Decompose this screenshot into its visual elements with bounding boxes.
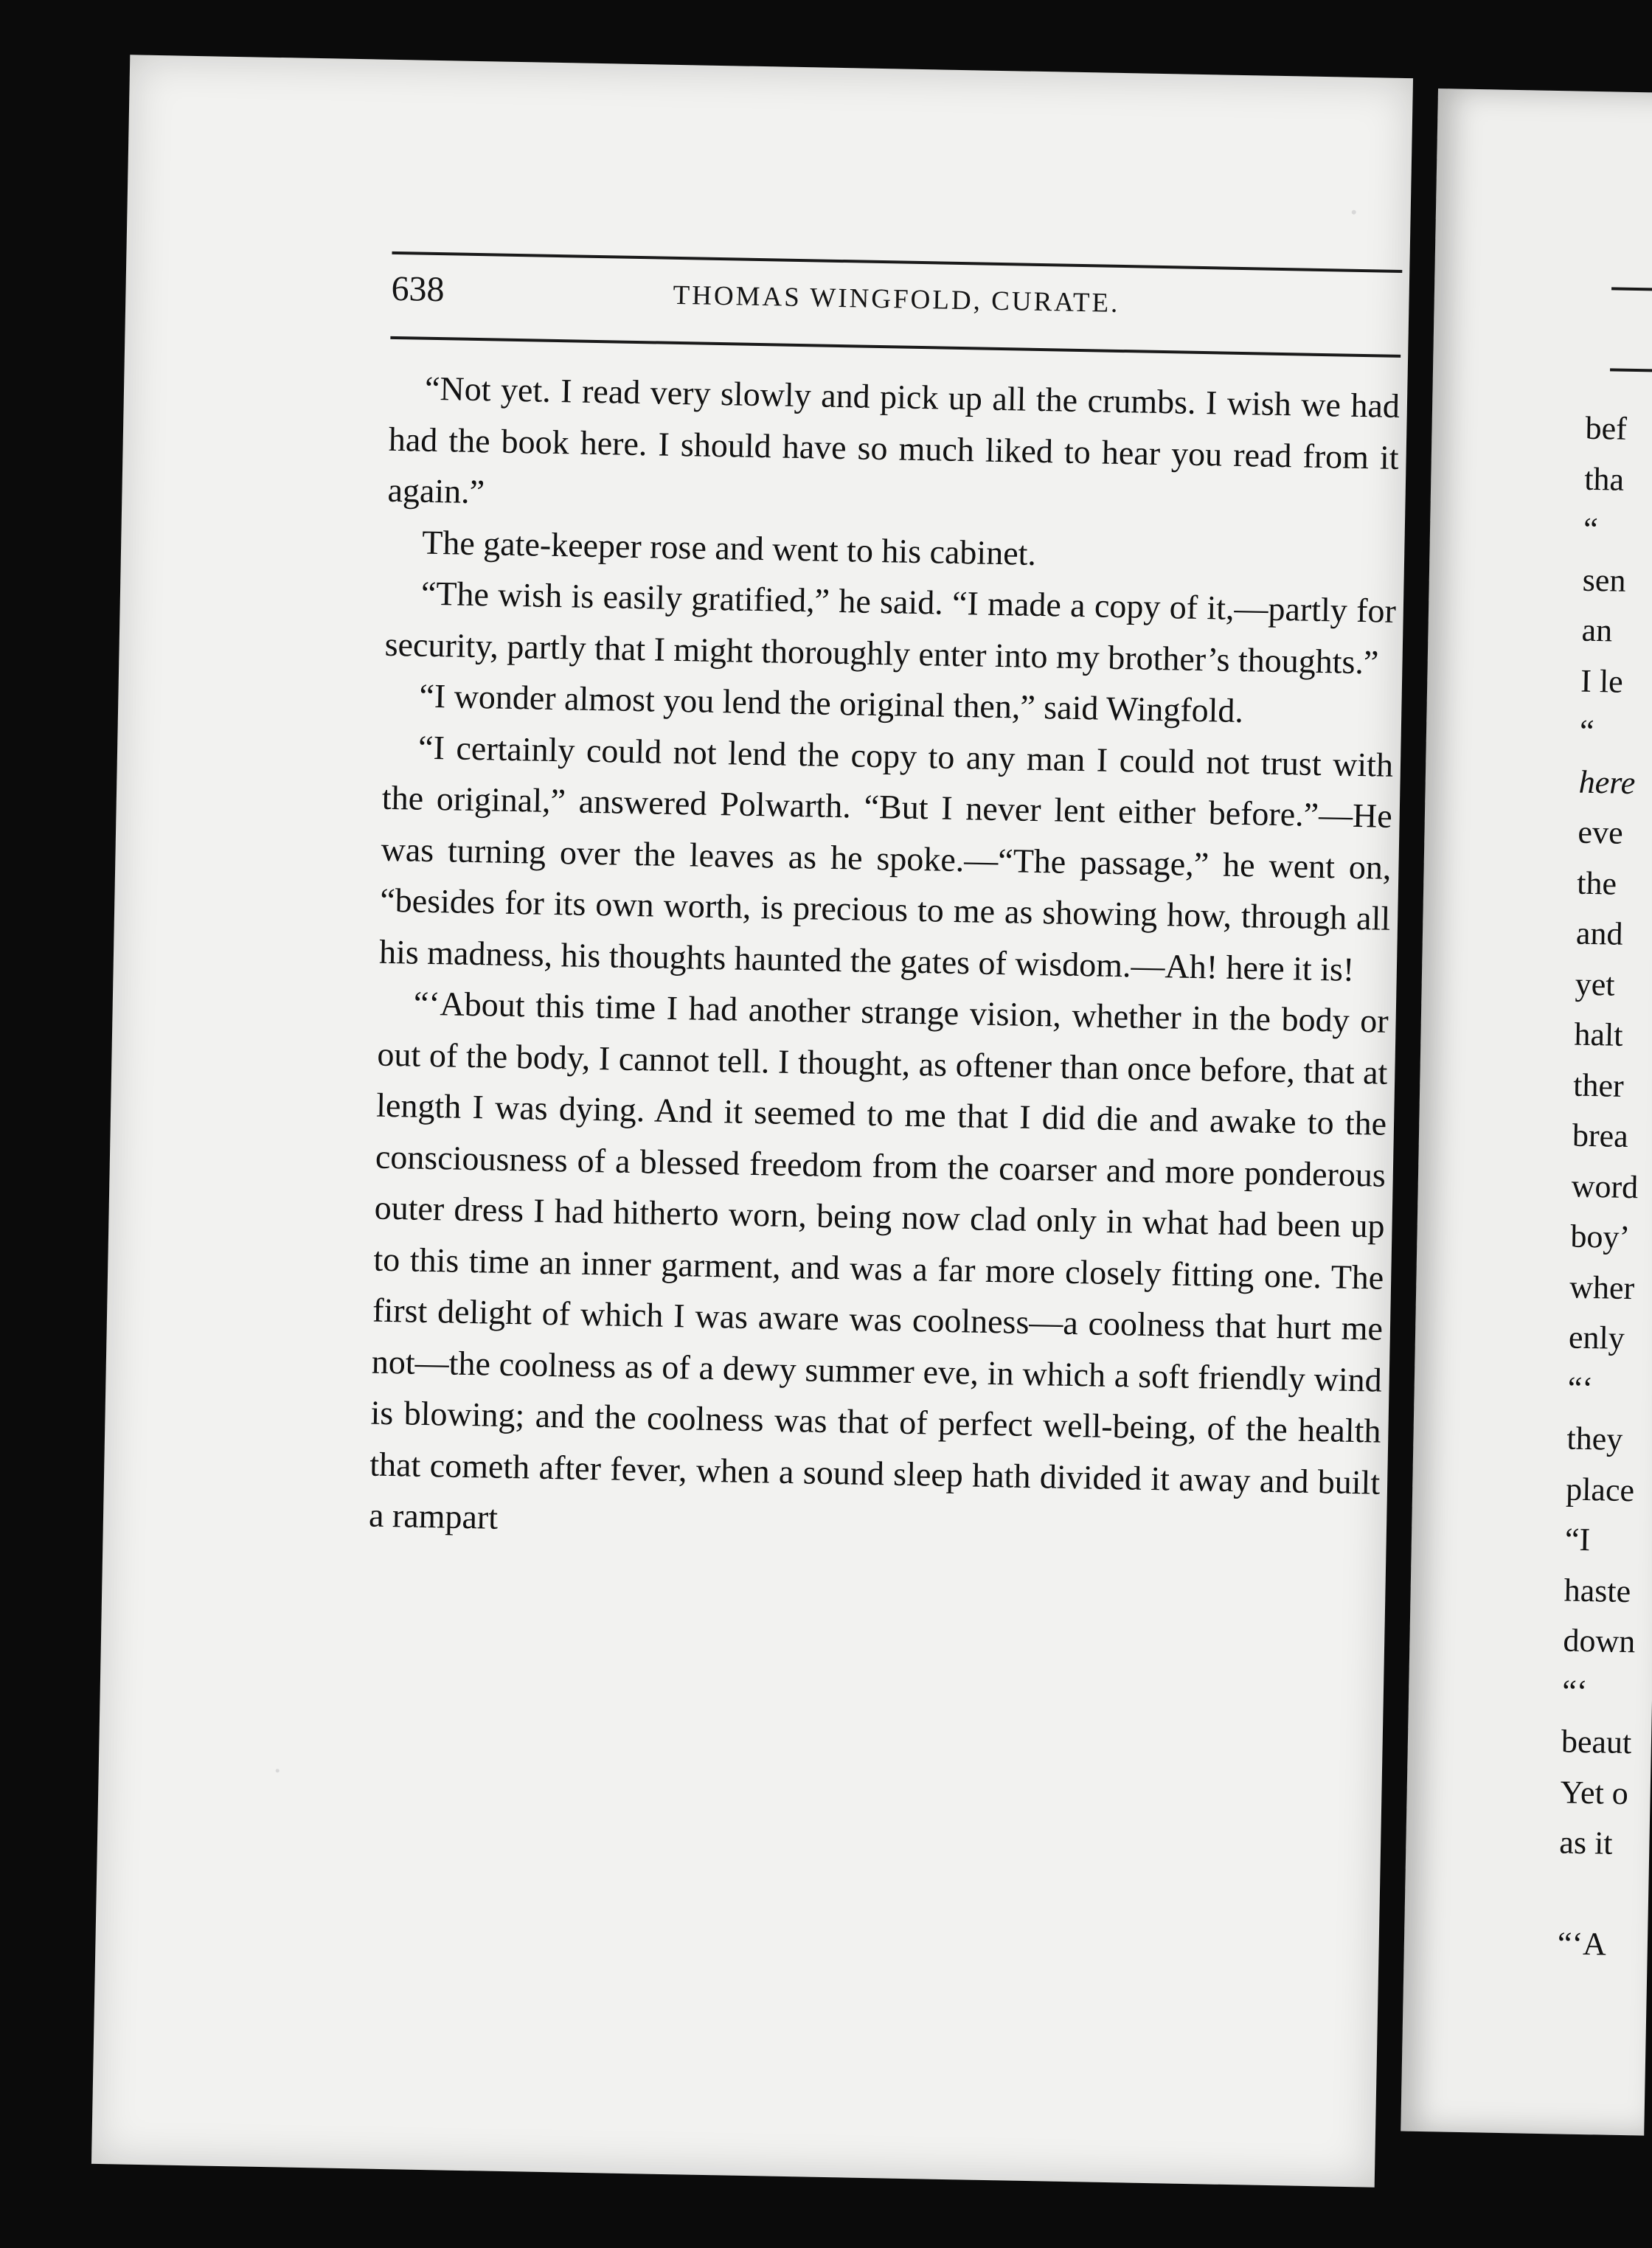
facing-line: ther bbox=[1572, 1066, 1625, 1104]
body-text bbox=[368, 362, 1400, 1559]
paragraph: “‘About this time I had another strange vision, whether in the body or out of the body, I cannot tell. I thought, as oftener than once before, that at length I was dying. And it seemed to me that I did die and awake to the consciousness of a blessed freedom from the coarser and more ponderous outer dress I had hitherto worn, being now clad only in what had been up to this time an inner garment, and was a far more closely fitting one. The first delight of which I was aware was coolness—a coolness that hurt me not—the coolness as of a dewy summer eve, in which a soft friendly wind is blowing; and the coolness was that of perfect well-being, of the health that cometh after fever, when a sound sleep hath divided it away and built a rampart bbox=[368, 984, 1389, 1536]
header-rule-top bbox=[392, 251, 1402, 273]
facing-page-text bbox=[1557, 403, 1652, 1971]
dust-speck bbox=[276, 1769, 280, 1772]
facing-line: down bbox=[1563, 1622, 1636, 1660]
paragraph: “I wonder almost you lend the original then,” said Wingfold. bbox=[419, 676, 1244, 730]
facing-line: wher bbox=[1569, 1269, 1635, 1306]
paragraph: “The wish is easily gratified,” he said. “I made a copy of it,—partly for security, partly that I might thoroughly enter into my brother’s thoughts.” bbox=[384, 574, 1397, 681]
facing-line: place bbox=[1565, 1470, 1635, 1508]
facing-line: an bbox=[1581, 611, 1613, 649]
facing-line bbox=[1558, 1868, 1631, 1920]
facing-line: tha bbox=[1583, 460, 1625, 498]
facing-line: halt bbox=[1574, 1016, 1623, 1053]
paragraph: The gate-keeper rose and went to his cabinet. bbox=[421, 523, 1037, 572]
dust-speck bbox=[1352, 210, 1356, 215]
paragraph: “I certainly could not lend the copy to any man I could not trust with the original,” answered Polwarth. “But I never lent either before.”—He was turning over the leaves as he spoke.—“The passage,” he went on, “besides for its own worth, is precious to me as showing how, through all his madness, his thoughts haunted the gates of wisdom.—Ah! here it is! bbox=[378, 728, 1394, 988]
facing-line: yet bbox=[1575, 965, 1615, 1003]
running-head bbox=[391, 268, 1402, 339]
facing-line: Yet o bbox=[1560, 1773, 1629, 1811]
facing-line: boy’ bbox=[1570, 1218, 1631, 1256]
facing-line: as it bbox=[1559, 1824, 1613, 1862]
facing-line: “ bbox=[1579, 712, 1595, 750]
paragraph: “Not yet. I read very slowly and pick up all the crumbs. I wish we had had the book here. I should have so much liked to hear you read from it again.” bbox=[387, 369, 1401, 511]
facing-header-rule-bottom bbox=[1610, 368, 1652, 372]
facing-line: “‘A bbox=[1557, 1925, 1607, 1963]
facing-line: eve bbox=[1578, 813, 1624, 851]
facing-line: I le bbox=[1580, 662, 1624, 700]
facing-line: they bbox=[1566, 1420, 1623, 1457]
facing-line: brea bbox=[1572, 1117, 1629, 1154]
facing-header-rule-top bbox=[1611, 287, 1652, 291]
facing-line: and bbox=[1575, 915, 1624, 952]
facing-line: sen bbox=[1582, 561, 1626, 599]
facing-line: here bbox=[1578, 763, 1636, 801]
facing-line: “‘ bbox=[1561, 1672, 1588, 1710]
facing-line: word bbox=[1571, 1168, 1639, 1205]
facing-line: “I bbox=[1564, 1521, 1591, 1558]
page-number: 638 bbox=[391, 268, 445, 310]
facing-line: beaut bbox=[1561, 1723, 1632, 1761]
header-rule-bottom bbox=[390, 336, 1401, 358]
facing-line: the bbox=[1576, 864, 1617, 902]
book-title: THOMAS WINGFOLD, CURATE. bbox=[673, 280, 1120, 319]
facing-line: “‘ bbox=[1567, 1370, 1594, 1406]
facing-line: “ bbox=[1583, 510, 1599, 548]
facing-line: enly bbox=[1568, 1319, 1625, 1356]
left-page bbox=[91, 55, 1413, 2187]
facing-page bbox=[1401, 89, 1652, 2136]
facing-line: bef bbox=[1585, 409, 1628, 447]
facing-line: haste bbox=[1564, 1571, 1631, 1609]
